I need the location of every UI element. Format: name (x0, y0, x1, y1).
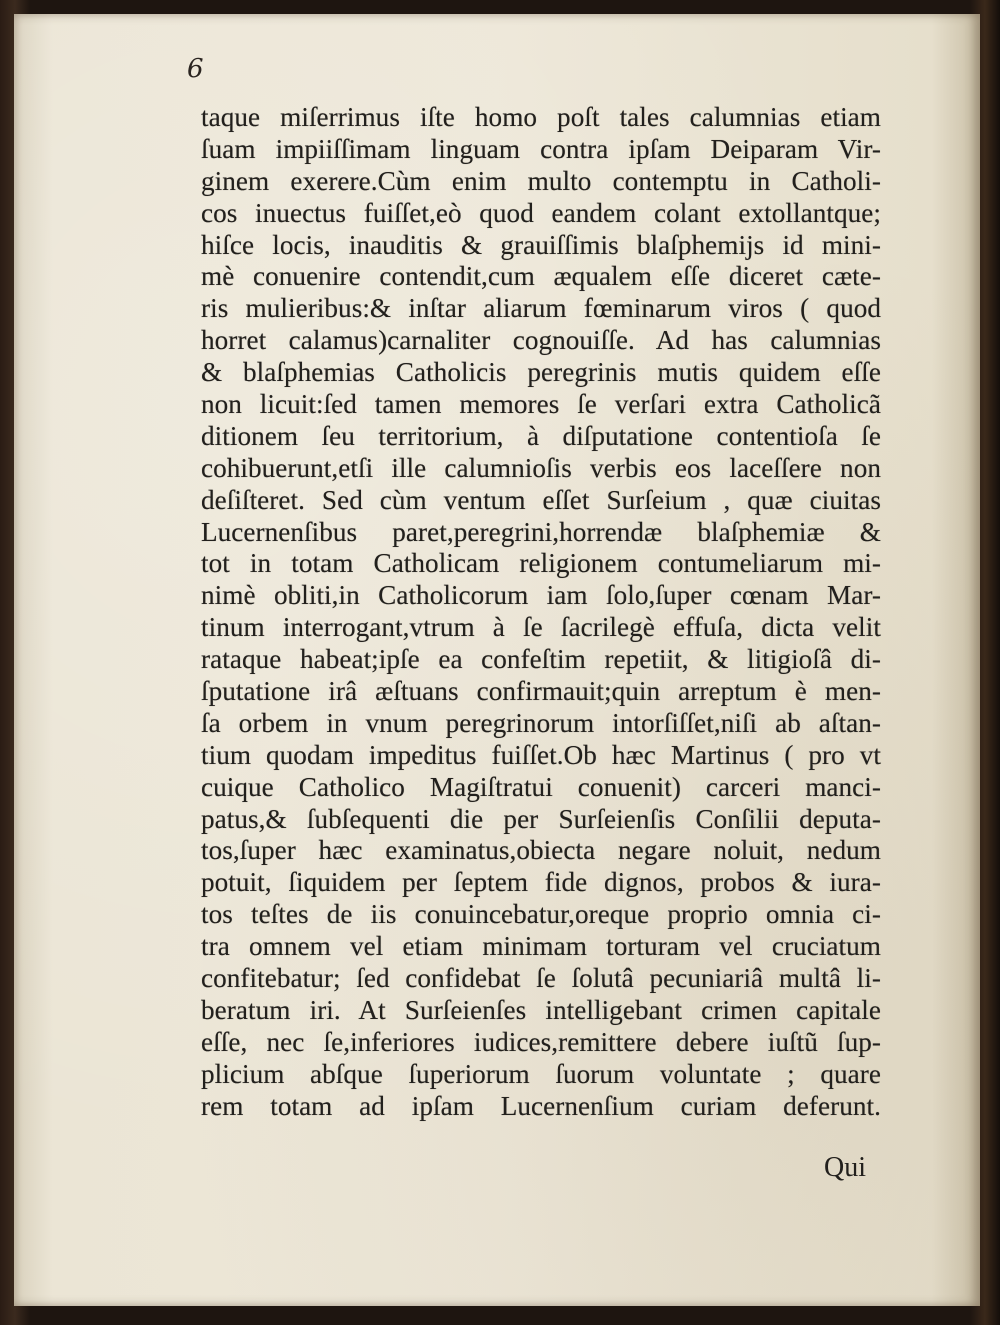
text-line: nimè obliti,in Catholicorum iam ſolo,ſuper cœnam Mar- (201, 580, 881, 611)
text-line: ſa orbem in vnum peregrinorum intorſiſſet,niſi ab aſtan- (201, 707, 881, 738)
text-line: cuique Catholico Magiſtratui conuenit) carceri manci- (201, 771, 881, 802)
text-line: hiſce locis, inauditis & grauiſſimis blaſphemijs id mini- (201, 229, 881, 260)
text-line: tot in totam Catholicam religionem contumeliarum mi- (201, 548, 881, 579)
text-line: ditionem ſeu territorium, à diſputatione contentioſa ſe (201, 420, 881, 451)
text-line: rataque habeat;ipſe ea confeſtim repetiit, & litigioſâ di- (201, 644, 881, 675)
text-line: mè conuenire contendit,cum æqualem eſſe diceret cæte- (201, 261, 881, 292)
text-line: tinum interrogant,vtrum à ſe ſacrilegè effuſa, dicta velit (201, 612, 881, 643)
text-line: non licuit:ſed tamen memores ſe verſari extra Catholicã (201, 389, 881, 420)
text-line: taque miſerrimus iſte homo poſt tales calumnias etiam (201, 102, 881, 132)
text-line: tium quodam impeditus fuiſſet.Ob hæc Martinus ( pro vt (201, 739, 881, 770)
text-line: ſuam impiiſſimam linguam contra ipſam Deiparam Vir- (201, 133, 881, 164)
text-line: tra omnem vel etiam minimam torturam vel cruciatum (201, 931, 881, 962)
book-page (14, 14, 980, 1306)
text-line: deſiſteret. Sed cùm ventum eſſet Surſeium , quæ ciuitas (201, 484, 881, 515)
text-line: ginem exerere.Cùm enim multo contemptu in Catholi- (201, 165, 881, 196)
text-line: eſſe, nec ſe,inferiores iudices,remittere debere iuſtũ ſup- (201, 1026, 881, 1057)
text-line: & blaſphemias Catholicis peregrinis mutis quidem eſſe (201, 357, 881, 388)
text-line: cos inuectus fuiſſet,eò quod eandem colant extollantque; (201, 197, 881, 228)
catchword: Qui (824, 1152, 866, 1183)
body-text (201, 102, 881, 1123)
text-line: plicium abſque ſuperiorum ſuorum voluntate ; quare (201, 1058, 881, 1089)
text-line: patus,& ſubſequenti die per Surſeienſis Conſilii deputa- (201, 803, 881, 834)
text-line: horret calamus)carnaliter cognouiſſe. Ad has calumnias (201, 325, 881, 356)
text-line: ſputatione irâ æſtuans confirmauit;quin arreptum è men- (201, 676, 881, 707)
text-line: cohibuerunt,etſi ille calumnioſis verbis eos laceſſere non (201, 452, 881, 483)
text-line: tos,ſuper hæc examinatus,obiecta negare noluit, nedum (201, 835, 881, 866)
text-line: tos teſtes de iis conuincebatur,oreque proprio omnia ci- (201, 899, 881, 930)
text-line: confitebatur; ſed confidebat ſe ſolutâ pecuniariâ multâ li- (201, 963, 881, 994)
text-line: beratum iri. At Surſeienſes intelligebant crimen capitale (201, 994, 881, 1025)
text-line: potuit, ſiquidem per ſeptem fide dignos, probos & iura- (201, 867, 881, 898)
text-line: ris mulieribus:& inſtar aliarum fœminarum viros ( quod (201, 293, 881, 324)
page-number: 6 (187, 54, 204, 84)
text-line: rem totam ad ipſam Lucernenſium curiam deferunt. (201, 1090, 881, 1121)
text-line: Lucernenſibus paret,peregrini,horrendæ blaſphemiæ & (201, 516, 881, 547)
